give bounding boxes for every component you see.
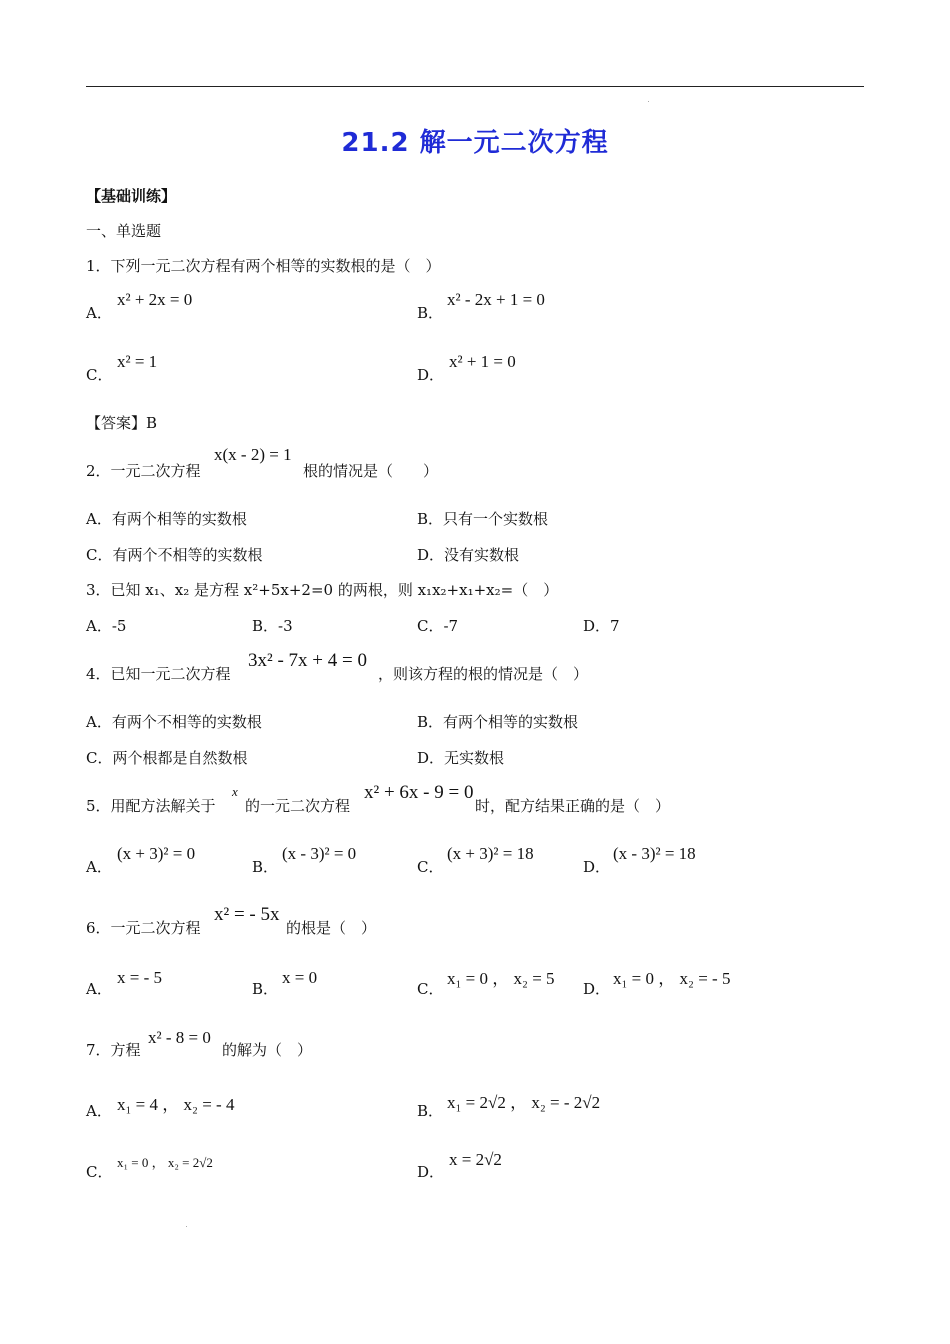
q5-option-c-label: C． [417, 858, 444, 876]
q5-option-d-math: (x - 3)² = 18 [613, 844, 696, 863]
q2-option-c: C．有两个不相等的实数根 [86, 546, 263, 564]
q7-option-b-label: B． [417, 1102, 444, 1120]
q1-option-d-label: D． [417, 366, 445, 384]
header-rule [86, 86, 864, 87]
page-title: 21.2 解一元二次方程 [341, 128, 609, 158]
q7-math: x² - 8 = 0 [148, 1028, 211, 1047]
q6-option-b-math: x = 0 [282, 968, 318, 987]
q5-option-b-label: B． [252, 858, 279, 876]
q6-option-c-label: C． [417, 980, 444, 998]
section-heading: 【基础训练】 [86, 187, 177, 205]
q5-stem-mid: 的一元二次方程 [245, 797, 351, 815]
q4-option-b: B．有两个相等的实数根 [417, 713, 579, 731]
q4-stem-post: ，则该方程的根的情况是（ ） [378, 665, 589, 683]
q5-option-b-math: (x - 3)² = 0 [282, 844, 357, 863]
q6-option-a-math: x = - 5 [117, 968, 162, 987]
q6-option-a-label: A． [86, 980, 112, 998]
q7-option-c-math: x₁ = 0 ， x₂ = 2√2 [117, 1155, 213, 1170]
subsection-heading: 一、单选题 [86, 222, 162, 240]
q4-option-c: C．两个根都是自然数根 [86, 749, 248, 767]
q6-option-b-label: B． [252, 980, 279, 998]
q4-math: 3x² - 7x + 4 = 0 [248, 650, 367, 671]
q7-option-b-math: x₁ = 2√2 ， x₂ = - 2√2 [447, 1093, 601, 1112]
q2-stem-pre: 2．一元二次方程 [86, 462, 201, 480]
q6-option-d-math: x₁ = 0 ， x₂ = - 5 [613, 969, 731, 988]
q3-option-d: D．7 [583, 617, 620, 635]
q5-stem-post: 时，配方结果正确的是（ ） [475, 797, 671, 815]
q6-math: x² = - 5x [214, 904, 280, 925]
q6-stem-post: 的根是（ ） [286, 919, 377, 937]
q7-stem-pre: 7．方程 [86, 1041, 141, 1059]
q2-option-a: A．有两个相等的实数根 [86, 510, 247, 528]
q2-stem-post: 根的情况是（ ） [303, 462, 439, 480]
q1-option-d-math: x² + 1 = 0 [449, 352, 516, 371]
q1-option-c-math: x² = 1 [117, 352, 158, 371]
q6-option-c-math: x₁ = 0 ， x₂ = 5 [447, 969, 555, 988]
q5-option-a-label: A． [86, 858, 112, 876]
q2-option-b: B．只有一个实数根 [417, 510, 549, 528]
q5-stem-pre: 5．用配方法解关于 [86, 797, 216, 815]
q3-stem: 3．已知 x₁、x₂ 是方程 x²+5x+2=0 的两根，则 x₁x₂+x₁+x₂=（ ） [86, 581, 559, 599]
q1-option-a-label: A． [86, 304, 112, 322]
q1-option-a-math: x² + 2x = 0 [117, 290, 193, 309]
q5-variable: x [232, 784, 238, 799]
q1-option-c-label: C． [86, 366, 113, 384]
stray-dot [186, 1226, 187, 1227]
q1-stem: 1．下列一元二次方程有两个相等的实数根的是（ ） [86, 257, 441, 275]
stray-dot [648, 101, 649, 102]
q6-stem-pre: 6．一元二次方程 [86, 919, 201, 937]
q1-option-b-label: B． [417, 304, 444, 322]
q7-option-d-label: D． [417, 1163, 445, 1181]
q3-option-a: A．-5 [86, 617, 127, 635]
q4-option-d: D．无实数根 [417, 749, 505, 767]
q4-stem-pre: 4．已知一元二次方程 [86, 665, 231, 683]
q5-option-a-math: (x + 3)² = 0 [117, 844, 196, 863]
q7-option-d-math: x = 2√2 [449, 1150, 502, 1169]
q1-answer: 【答案】B [86, 414, 158, 432]
q3-option-c: C．-7 [417, 617, 459, 635]
q7-stem-post: 的解为（ ） [222, 1041, 313, 1059]
q6-option-d-label: D． [583, 980, 611, 998]
q2-math: x(x - 2) = 1 [214, 445, 292, 464]
q5-option-d-label: D． [583, 858, 611, 876]
q1-option-b-math: x² - 2x + 1 = 0 [447, 290, 545, 309]
q7-option-c-label: C． [86, 1163, 113, 1181]
q5-option-c-math: (x + 3)² = 18 [447, 844, 534, 863]
q5-math: x² + 6x - 9 = 0 [364, 782, 474, 803]
q7-option-a-math: x₁ = 4 ， x₂ = - 4 [117, 1095, 235, 1114]
q7-option-a-label: A． [86, 1102, 112, 1120]
q4-option-a: A．有两个不相等的实数根 [86, 713, 262, 731]
q3-option-b: B．-3 [252, 617, 293, 635]
q2-option-d: D．没有实数根 [417, 546, 520, 564]
